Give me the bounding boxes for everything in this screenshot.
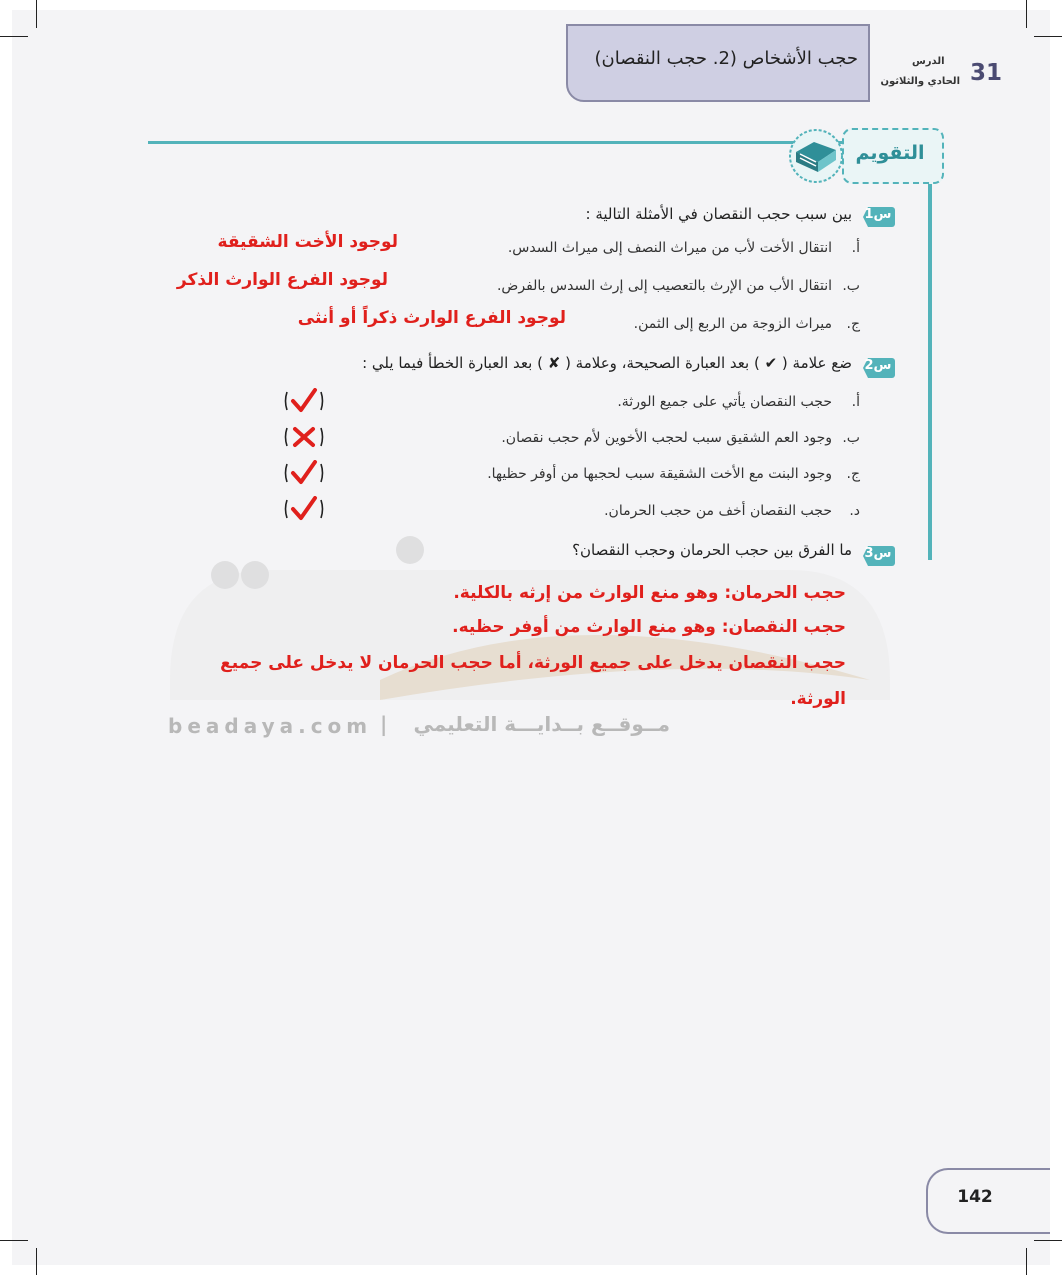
q2-item-text: حجب النقصان يأتي على جميع الورثة. (617, 394, 832, 410)
book-icon (786, 128, 846, 184)
crop-mark (36, 0, 37, 28)
q3-answer-line: حجب الحرمان: وهو منع الوارث من إرثه بالكلية. (453, 583, 846, 603)
lesson-ordinal: الحادي والثلاثون (880, 76, 960, 87)
q2-item-letter: ج. (846, 466, 860, 482)
q2-item-text: وجود العم الشقيق سبب لحجب الأخوين لأم حجب نقصان. (501, 430, 832, 446)
check-mark-icon (284, 388, 324, 414)
q1-prompt: بين سبب حجب النقصان في الأمثلة التالية : (585, 205, 852, 223)
lesson-number: 31 (970, 60, 1003, 86)
q3-answer-line: الورثة. (790, 689, 846, 709)
lesson-title: حجب الأشخاص (2. حجب النقصان) (594, 48, 858, 69)
section-rule (148, 141, 848, 144)
q1-item-text: انتقال الأخت لأب من ميراث النصف إلى ميراث السدس. (507, 240, 832, 256)
cross-mark-icon (284, 424, 324, 450)
q3-badge: س3 (864, 546, 892, 561)
q2-item-text: حجب النقصان أخف من حجب الحرمان. (604, 503, 832, 519)
q2-item-text: وجود البنت مع الأخت الشقيقة سبب لحجبها من أوفر حظيها. (487, 466, 832, 482)
watermark-url: beadaya.com (168, 714, 373, 738)
q2-badge: س2 (864, 358, 892, 373)
q1-item-letter: ج. (846, 316, 860, 332)
q1-item-text: ميراث الزوجة من الربع إلى الثمن. (633, 316, 832, 332)
q1-item-letter: ب. (842, 278, 860, 294)
crop-mark (0, 1240, 28, 1241)
crop-mark (0, 36, 28, 37)
q2-item-letter: أ. (851, 394, 860, 410)
lesson-word: الدرس (912, 56, 945, 67)
q1-item-letter: أ. (851, 240, 860, 256)
crop-mark (1026, 1248, 1027, 1275)
check-mark-icon (284, 460, 324, 486)
q2-prompt: ضع علامة ( ✔ ) بعد العبارة الصحيحة، وعلامة ( ✘ ) بعد العبارة الخطأ فيما يلي : (362, 354, 852, 372)
check-mark-icon (284, 496, 324, 522)
section-side-rule (928, 180, 932, 560)
watermark-separator: | (380, 712, 388, 736)
q3-prompt: ما الفرق بين حجب الحرمان وحجب النقصان؟ (572, 541, 852, 559)
crop-mark (1026, 0, 1027, 28)
crop-mark (1034, 36, 1062, 37)
q1-item-text: انتقال الأب من الإرث بالتعصيب إلى إرث السدس بالفرض. (496, 278, 832, 294)
crop-mark (36, 1248, 37, 1275)
q2-item-letter: د. (849, 503, 860, 519)
page-number: 142 (957, 1187, 993, 1207)
q1-badge: س1 (864, 207, 892, 222)
q1-item-answer: لوجود الفرع الوارث الذكر (176, 270, 388, 290)
crop-mark (1034, 1240, 1062, 1241)
section-title: التقويم (855, 142, 925, 164)
watermark-site-name: مــوقــع بــدايـــة التعليمي (413, 712, 670, 736)
q1-item-answer: لوجود الأخت الشقيقة (217, 232, 398, 252)
q3-answer-line: حجب النقصان يدخل على جميع الورثة، أما حجب الحرمان لا يدخل على جميع (220, 653, 846, 673)
q2-item-letter: ب. (842, 430, 860, 446)
q1-item-answer: لوجود الفرع الوارث ذكراً أو أنثى (297, 308, 566, 328)
q3-answer-line: حجب النقصان: وهو منع الوارث من أوفر حظيه. (452, 617, 846, 637)
